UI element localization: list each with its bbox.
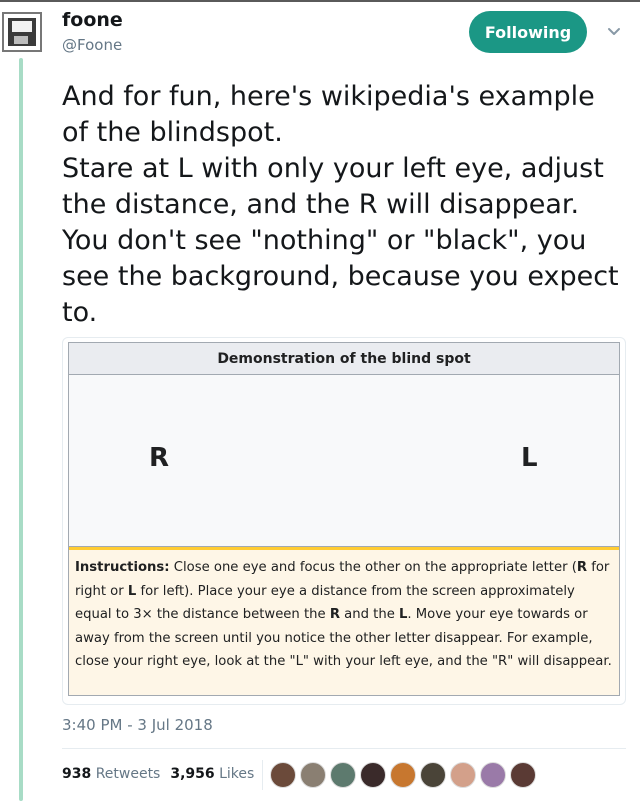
divider: [62, 748, 626, 749]
liker-avatar[interactable]: [390, 762, 416, 788]
letter-l: L: [521, 443, 538, 473]
blind-spot-demo-table: [68, 342, 620, 696]
chevron-down-icon[interactable]: [606, 24, 622, 40]
liker-avatar[interactable]: [330, 762, 356, 788]
retweets-stat[interactable]: 938 Retweets: [62, 766, 161, 782]
likes-stat[interactable]: 3,956 Likes: [170, 766, 255, 782]
table-caption: Demonstration of the blind spot: [69, 343, 619, 375]
avatar[interactable]: [2, 12, 42, 52]
letter-r: R: [149, 443, 170, 473]
user-handle[interactable]: @Foone: [62, 36, 123, 54]
stats-separator: [262, 760, 263, 790]
liker-avatar[interactable]: [510, 762, 536, 788]
instructions-box: Instructions: Close one eye and focus the other on the appropriate letter (R for right or L for left). Place your eye a distance from the screen approximately equal to 3× the distance between the R and the L. Move your eye towards or away from the screen until you notice the other letter disappear. For example, close your right eye, look at the "L" with your left eye, and the "R" will disappear.: [69, 547, 619, 695]
display-name[interactable]: foone: [62, 9, 123, 31]
liker-avatars: [270, 762, 540, 790]
tweet-text: And for fun, here's wikipedia's example of the blindspot. Stare at L with only your left eye, adjust the distance, and the R will disappear. You don't see "nothing" or "black", you see the background, because you expect to.: [62, 81, 619, 328]
liker-avatar[interactable]: [300, 762, 326, 788]
liker-avatar[interactable]: [360, 762, 386, 788]
thread-line: [19, 58, 23, 801]
tweet-stats: [62, 766, 254, 782]
liker-avatar[interactable]: [420, 762, 446, 788]
demo-area: [69, 375, 619, 547]
top-border: [0, 0, 640, 2]
liker-avatar[interactable]: [450, 762, 476, 788]
liker-avatar[interactable]: [480, 762, 506, 788]
following-button[interactable]: Following: [469, 11, 587, 53]
tweet-timestamp[interactable]: 3:40 PM - 3 Jul 2018: [62, 716, 213, 734]
liker-avatar[interactable]: [270, 762, 296, 788]
